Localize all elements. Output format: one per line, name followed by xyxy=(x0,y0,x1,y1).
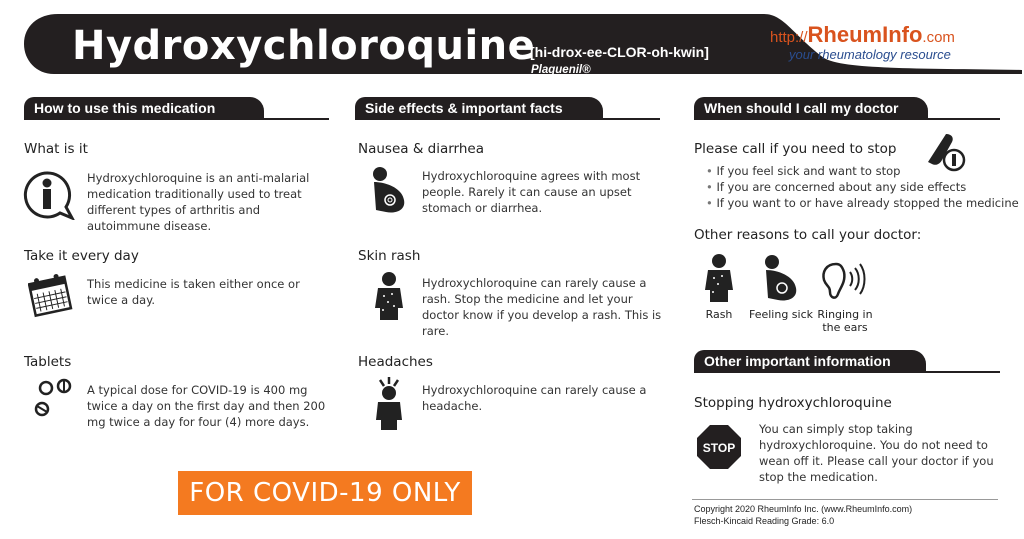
section-call-doctor xyxy=(694,97,1000,121)
section-heading: When should I call my doctor xyxy=(704,100,899,116)
call-if-stop-title: Please call if you need to stop xyxy=(694,141,897,157)
calendar-icon xyxy=(28,274,74,322)
list-item: • If you want to or have already stopped the medicine xyxy=(706,195,1019,211)
rheuminfo-logo[interactable] xyxy=(770,22,955,48)
section-other-info xyxy=(694,350,1000,374)
headaches-text: Hydroxychloroquine can rarely cause a headache. xyxy=(422,383,647,413)
stopping-text: You can simply stop taking hydroxychloroquine. You do not need to wean off it. Please call your doctor if you stop the medication. xyxy=(759,422,994,484)
rash-text: Hydroxychloroquine can rarely cause a rash. Stop the medicine and let your doctor know if you develop a rash. This is rare. xyxy=(422,276,662,338)
footer-credits xyxy=(694,503,912,527)
stop-sign-label: STOP xyxy=(702,441,736,455)
caption-ringing-ears: Ringing in the ears xyxy=(817,308,873,334)
stopping-title: Stopping hydroxychloroquine xyxy=(694,395,892,411)
list-item: • If you are concerned about any side effects xyxy=(706,179,1019,195)
what-is-it-title: What is it xyxy=(24,141,88,157)
logo-com: .com xyxy=(922,29,955,46)
stomach-ache-icon xyxy=(366,166,410,220)
logo-main: RheumInfo xyxy=(807,22,923,47)
section-heading: Other important information xyxy=(704,353,891,369)
rash-person-icon xyxy=(372,272,406,326)
take-every-day-text: This medicine is taken either once or twice a day. xyxy=(87,277,300,307)
caption-feeling-sick: Feeling sick xyxy=(748,308,814,321)
what-is-it-text: Hydroxychloroquine is an anti-malarial medication traditionally used to treat different types of arthritis and autoimmune disease. xyxy=(87,171,310,233)
info-icon xyxy=(22,170,76,224)
rash-person-icon xyxy=(702,254,736,308)
section-how-to-use xyxy=(24,97,329,121)
list-item: • If you feel sick and want to stop xyxy=(706,163,1019,179)
covid-banner: FOR COVID-19 ONLY xyxy=(178,471,472,515)
stomach-ache-icon xyxy=(758,254,802,308)
logo-http: http:// xyxy=(770,29,808,46)
call-reasons-list xyxy=(706,163,1019,211)
copyright-text: Copyright 2020 RheumInfo Inc. (www.RheumInfo.com) xyxy=(694,504,913,514)
section-heading: How to use this medication xyxy=(34,100,216,116)
page-title: Hydroxychloroquine xyxy=(72,23,536,69)
pronunciation: [hi-drox-ee-CLOR-oh-kwin] xyxy=(530,44,709,60)
caption-rash: Rash xyxy=(705,308,733,321)
headache-icon xyxy=(370,376,408,436)
brand-name: Plaquenil® xyxy=(531,64,591,76)
reading-grade-text: Flesch-Kincaid Reading Grade: 6.0 xyxy=(694,516,835,526)
tablets-title: Tablets xyxy=(24,354,72,370)
divider xyxy=(692,499,998,500)
section-side-effects xyxy=(355,97,660,121)
nausea-text: Hydroxychloroquine agrees with most people. Rarely it can cause an upset stomach or diarrhea. xyxy=(422,169,641,215)
headaches-title: Headaches xyxy=(358,354,433,370)
pills-icon xyxy=(30,378,76,424)
other-reasons-title: Other reasons to call your doctor: xyxy=(694,227,922,243)
tablets-text: A typical dose for COVID-19 is 400 mg twice a day on the first day and then 200 mg twice a day for four (4) more days. xyxy=(87,383,326,429)
ear-ringing-icon xyxy=(818,260,866,306)
section-heading: Side effects & important facts xyxy=(365,100,563,116)
nausea-title: Nausea & diarrhea xyxy=(358,141,485,157)
logo-tagline: your rheumatology resource xyxy=(789,47,951,62)
stop-sign-icon xyxy=(696,424,742,474)
take-every-day-title: Take it every day xyxy=(24,248,139,264)
rash-title: Skin rash xyxy=(358,248,421,264)
